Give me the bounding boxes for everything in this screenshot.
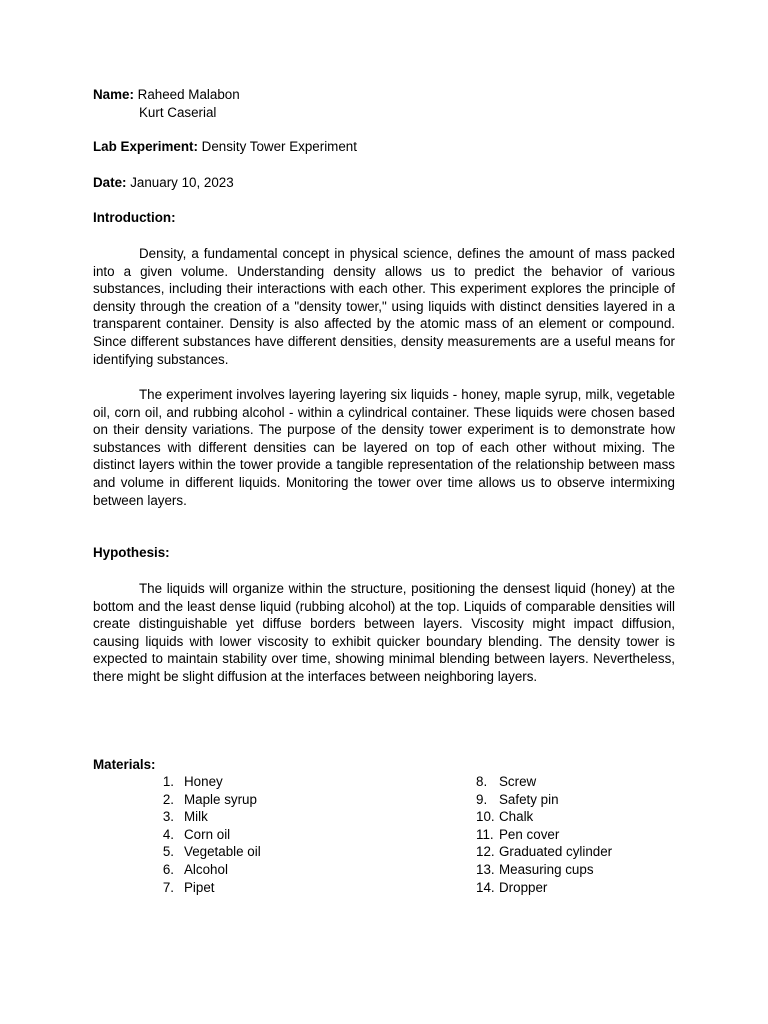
- introduction-paragraph-2: The experiment involves layering layering six liquids - honey, maple syrup, milk, vegetable oil, corn oil, and rubbing alcohol - within a cylindrical container. These liquids were chosen based on their density variations. The purpose of the density tower experiment is to demonstrate how substances with different densities can be layered on top of each other without mixing. The distinct layers within the tower provide a tangible representation of the relationship between mass and volume in different liquids. Monitoring the tower over time allows us to observe intermixing between layers.: [93, 387, 675, 508]
- list-item: 4. Corn oil: [162, 826, 231, 842]
- materials-list-column-2: [476, 773, 612, 896]
- list-item: 7. Pipet: [162, 879, 215, 895]
- name-line: [93, 86, 675, 104]
- list-item: 5. Vegetable oil: [162, 844, 261, 860]
- list-item: 12. Graduated cylinder: [476, 844, 613, 860]
- experiment-label: Lab Experiment:: [93, 139, 198, 154]
- date-line: [93, 174, 675, 192]
- list-item: 11. Pen cover: [476, 826, 560, 842]
- list-item: 14. Dropper: [476, 879, 548, 895]
- materials-list-column-1: [155, 773, 261, 896]
- experiment-line: [93, 138, 675, 156]
- name-label: Name:: [93, 87, 134, 102]
- experiment-value: Density Tower Experiment: [201, 139, 357, 154]
- introduction-heading: Introduction:: [93, 210, 176, 225]
- date-value: January 10, 2023: [130, 175, 234, 190]
- hypothesis-paragraph: The liquids will organize within the structure, positioning the densest liquid (honey) at the bottom and the least dense liquid (rubbing alcohol) at the top. Liquids of comparable densities will create distinguishable yet diffuse borders between layers. Viscosity might impact diffusion, causing liquids with lower viscosity to exhibit quicker boundary blending. The density tower is expected to maintain stability over time, showing minimal blending between layers. Nevertheless, there might be slight diffusion at the interfaces between neighboring layers.: [93, 581, 675, 684]
- name-value-2: Kurt Caserial: [139, 104, 217, 120]
- list-item: 6. Alcohol: [162, 861, 228, 877]
- list-item: 1. Honey: [162, 774, 223, 789]
- list-item: 10. Chalk: [476, 809, 534, 825]
- list-item: 9. Safety pin: [476, 791, 559, 807]
- list-item: 8. Screw: [476, 774, 537, 789]
- name-value-1: Raheed Malabon: [137, 87, 240, 102]
- list-item: 2. Maple syrup: [162, 791, 257, 807]
- materials-heading: Materials:: [93, 757, 156, 772]
- introduction-paragraph-1: Density, a fundamental concept in physical science, defines the amount of mass packed into a given volume. Understanding density allows us to predict the behavior of various substances, including their interactions with each other. This experiment explores the principle of density through the creation of a "density tower," using liquids with distinct densities layered in a transparent container. Density is also affected by the atomic mass of an element or compound. Since different substances have different densities, density measurements are a useful means for identifying substances.: [93, 246, 675, 367]
- list-item: 13. Measuring cups: [476, 861, 594, 877]
- name-section: [93, 86, 675, 121]
- date-label: Date:: [93, 175, 127, 190]
- list-item: 3. Milk: [162, 809, 208, 825]
- hypothesis-heading: Hypothesis:: [93, 545, 170, 560]
